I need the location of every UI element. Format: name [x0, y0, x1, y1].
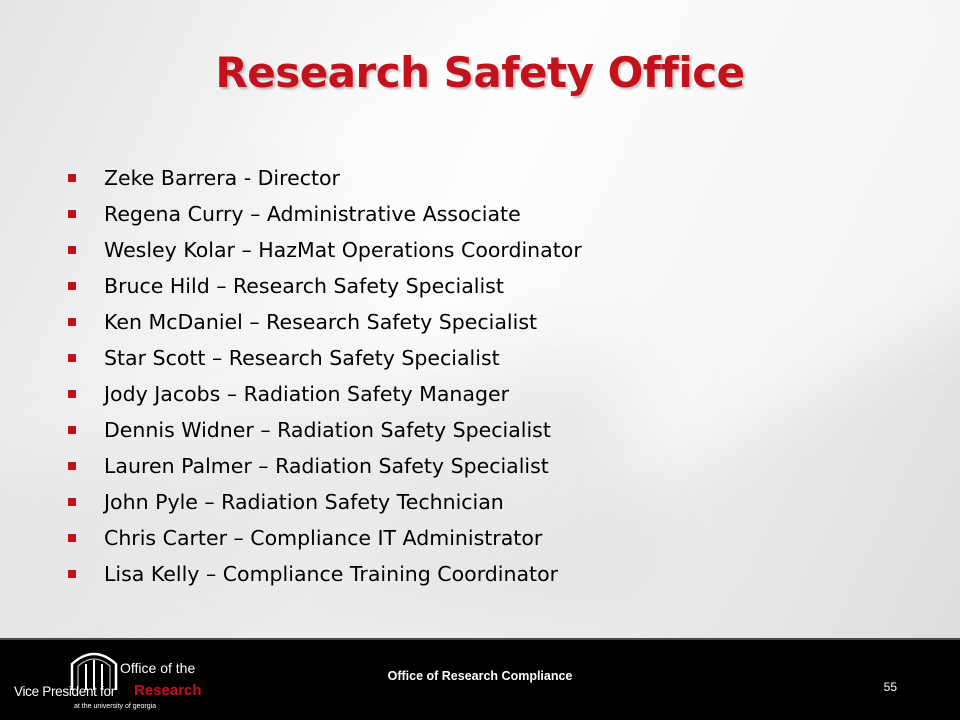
list-item: [66, 196, 582, 232]
staff-entry-text: Dennis Widner – Radiation Safety Specialist: [104, 418, 551, 442]
list-item: [66, 376, 582, 412]
square-bullet-icon: [68, 534, 76, 542]
staff-entry-text: Wesley Kolar – HazMat Operations Coordinator: [104, 238, 582, 262]
square-bullet-icon: [68, 498, 76, 506]
list-item: [66, 412, 582, 448]
list-item: [66, 232, 582, 268]
logo-office-text: Office of the: [120, 660, 196, 676]
footer-office-text: Office of Research Compliance: [387, 669, 573, 683]
square-bullet-icon: [68, 354, 76, 362]
footer-divider: [0, 638, 960, 640]
list-item: [66, 520, 582, 556]
square-bullet-icon: [68, 426, 76, 434]
square-bullet-icon: [68, 318, 76, 326]
staff-entry-text: Bruce Hild – Research Safety Specialist: [104, 274, 504, 298]
logo-research-text: Research: [134, 682, 202, 699]
staff-entry-text: Zeke Barrera - Director: [104, 166, 340, 190]
list-item: [66, 340, 582, 376]
staff-list: [66, 160, 582, 592]
list-item: [66, 160, 582, 196]
square-bullet-icon: [68, 462, 76, 470]
square-bullet-icon: [68, 282, 76, 290]
staff-entry-text: Lisa Kelly – Compliance Training Coordinator: [104, 562, 559, 586]
slide-title: Research Safety Office: [215, 48, 745, 97]
page-number: 55: [883, 680, 897, 694]
staff-entry-text: Star Scott – Research Safety Specialist: [104, 346, 500, 370]
staff-entry-text: Chris Carter – Compliance IT Administrator: [104, 526, 543, 550]
square-bullet-icon: [68, 246, 76, 254]
square-bullet-icon: [68, 210, 76, 218]
staff-entry-text: John Pyle – Radiation Safety Technician: [104, 490, 504, 514]
logo-university-text: at the university of georgia: [74, 703, 157, 710]
staff-entry-text: Ken McDaniel – Research Safety Specialist: [104, 310, 538, 334]
staff-entry-text: Jody Jacobs – Radiation Safety Manager: [104, 382, 510, 406]
square-bullet-icon: [68, 570, 76, 578]
list-item: [66, 556, 582, 592]
logo-vp-text: Vice President for: [14, 684, 115, 699]
list-item: [66, 268, 582, 304]
footer-bar: [0, 638, 960, 720]
square-bullet-icon: [68, 390, 76, 398]
staff-entry-text: Regena Curry – Administrative Associate: [104, 202, 521, 226]
list-item: [66, 484, 582, 520]
list-item: [66, 448, 582, 484]
staff-entry-text: Lauren Palmer – Radiation Safety Specialist: [104, 454, 549, 478]
list-item: [66, 304, 582, 340]
square-bullet-icon: [68, 174, 76, 182]
